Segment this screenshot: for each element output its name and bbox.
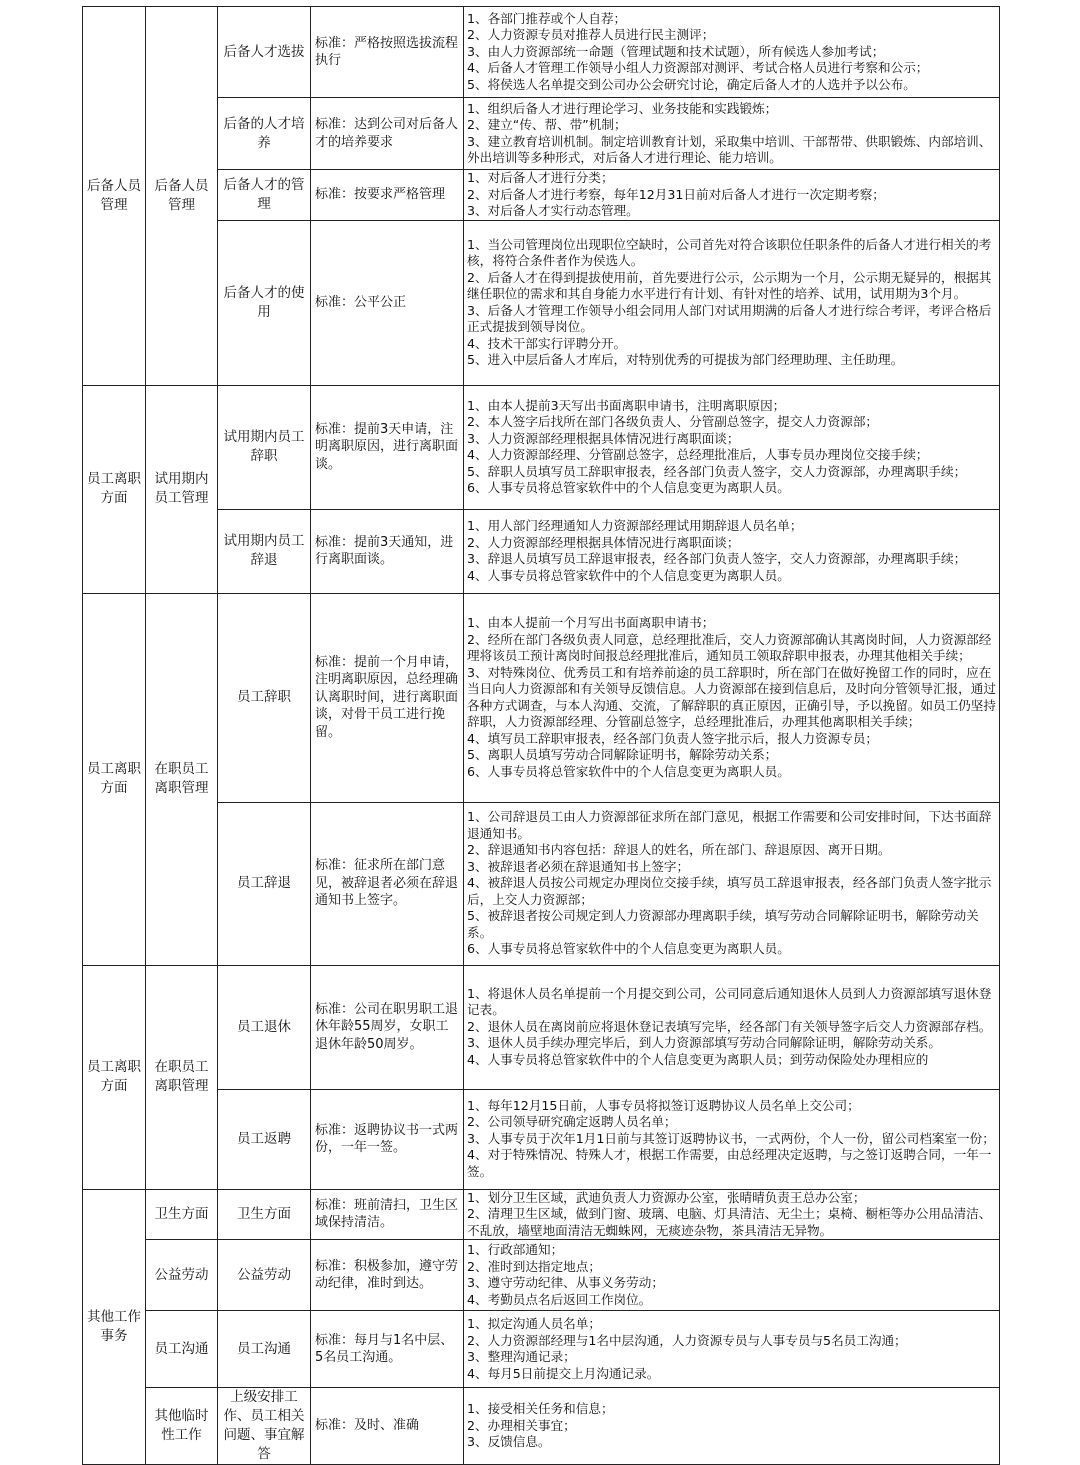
standard-label: 标准： <box>315 858 355 874</box>
procedure-step: 3、对后备人才实行动态管理。 <box>467 203 639 218</box>
subcategory-cell: 后备人员管理 <box>146 7 218 386</box>
standard-cell <box>311 7 464 98</box>
standard-text: 及时、准确 <box>354 1418 420 1434</box>
table-row <box>83 1311 1000 1388</box>
procedure-step: 3、被辞退者必须在辞退通知书上签字； <box>467 858 690 874</box>
category-cell: 员工离职方面 <box>83 593 146 965</box>
item-name-cell: 后备人才的管理 <box>218 170 311 221</box>
hr-procedure-table <box>82 6 1000 1465</box>
table-row <box>83 170 1000 221</box>
procedure-step: 1、将退休人员名单提前一个月提交到公司，公司同意后通知退休人员到人力资源部填写退休登记表。 <box>467 985 992 1018</box>
procedure-step: 6、人事专员将总管家软件中的个人信息变更为离职人员。 <box>467 941 790 957</box>
procedure-cell <box>464 220 1000 385</box>
standard-text: 积极参加，遵守劳动纪律，准时到达。 <box>315 1258 459 1291</box>
procedure-step: 2、建立“传、帮、带”机制； <box>467 117 627 132</box>
procedure-cell <box>464 965 1000 1089</box>
procedure-step: 5、进入中层后备人才库后，对特别优秀的可提拔为部门经理助理、主任助理。 <box>467 352 904 367</box>
item-name-cell: 后备的人才培养 <box>218 98 311 170</box>
standard-cell <box>311 509 464 593</box>
category-cell: 其他工作事务 <box>83 1189 146 1465</box>
subcategory-cell: 公益劳动 <box>146 1240 218 1311</box>
procedure-cell <box>464 1189 1000 1240</box>
procedure-step: 4、后备人才管理工作领导小组人力资源部对测评、考试合格人员进行考察和公示； <box>467 60 929 76</box>
table-row <box>83 385 1000 509</box>
procedure-step: 6、人事专员将总管家软件中的个人信息变更为离职人员。 <box>467 763 790 779</box>
procedure-step: 1、由本人提前一个月写出书面离职申请书； <box>467 615 715 630</box>
procedure-cell <box>464 509 1000 593</box>
standard-label: 标准： <box>315 117 355 132</box>
subcategory-cell: 试用期内员工管理 <box>146 385 218 593</box>
standard-cell <box>311 98 464 170</box>
standard-cell <box>311 1311 464 1388</box>
standard-text: 班前清扫，卫生区域保持清洁。 <box>315 1197 459 1231</box>
procedure-step: 4、填写员工辞职审报表，经各部门负责人签字批示后，报人力资源专员； <box>467 730 879 746</box>
table-row <box>83 1388 1000 1465</box>
procedure-step: 3、整理沟通记录； <box>467 1349 576 1364</box>
standard-label: 标准： <box>315 534 355 550</box>
procedure-step: 2、办理相关事宜； <box>467 1417 576 1433</box>
table-row <box>83 593 1000 802</box>
standard-text: 公司在职男职工退休年龄55周岁，女职工退休年龄50周岁。 <box>315 1001 459 1052</box>
standard-label: 标准： <box>315 1197 355 1213</box>
item-name-cell: 后备人才选拔 <box>218 7 311 98</box>
procedure-cell <box>464 1089 1000 1189</box>
subcategory-cell: 在职员工离职管理 <box>146 593 218 965</box>
item-name-cell: 上级安排工作、员工相关问题、事宜解答 <box>218 1388 311 1465</box>
procedure-step: 4、人事专员将总管家软件中的个人信息变更为离职人员。 <box>467 567 790 583</box>
procedure-step: 1、拟定沟通人员名单； <box>467 1316 601 1331</box>
procedure-step: 2、经所在部门各级负责人同意，总经理批准后，交人力资源部确认其离岗时间，人力资源部经理将该员工预计离岗时间报总经理批准后，通知员工领取辞职申报表，办理其他相关手续； <box>467 631 992 663</box>
standard-cell <box>311 965 464 1089</box>
standard-text: 每月与1名中层、5名员工沟通。 <box>315 1332 454 1365</box>
procedure-step: 2、清理卫生区域，做到门窗、玻璃、电脑、灯具清洁、无尘土；桌椅、橱柜等办公用品清洁、不乱放，墙壁地面清洁无蜘蛛网，无痰迹杂物，茶具清洁无异物。 <box>467 1206 992 1238</box>
table-row <box>83 802 1000 965</box>
item-name-cell: 卫生方面 <box>218 1189 311 1240</box>
item-name-cell: 后备人才的使用 <box>218 220 311 385</box>
item-name-cell: 员工辞退 <box>218 802 311 965</box>
procedure-step: 1、每年12月15日前，人事专员将拟签订返聘协议人员名单上交公司； <box>467 1097 860 1113</box>
procedure-step: 2、本人签字后找所在部门各级负责人、分管副总签字，提交人力资源部； <box>467 414 879 429</box>
procedure-step: 4、被辞退人员按公司规定办理岗位交接手续，填写员工辞退审报表，经各部门负责人签字批示后，上交人力资源部； <box>467 875 992 907</box>
standard-cell <box>311 1189 464 1240</box>
standard-cell <box>311 220 464 385</box>
procedure-cell <box>464 98 1000 170</box>
procedure-cell <box>464 170 1000 221</box>
standard-label: 标准： <box>315 187 355 202</box>
procedure-step: 1、组织后备人才进行理论学习、业务技能和实践锻炼； <box>467 100 778 116</box>
item-name-cell: 试用期内员工辞退 <box>218 509 311 593</box>
procedure-step: 5、辞职人员填写员工辞职审报表，经各部门负责人签字，交人力资源部，办理离职手续； <box>467 463 967 479</box>
standard-cell <box>311 802 464 965</box>
standard-cell <box>311 385 464 509</box>
procedure-step: 3、辞退人员填写员工辞退审报表，经各部门负责人签字，交人力资源部，办理离职手续； <box>467 551 967 566</box>
item-name-cell: 员工退休 <box>218 965 311 1089</box>
subcategory-cell: 其他临时性工作 <box>146 1388 218 1465</box>
subcategory-cell: 卫生方面 <box>146 1189 218 1240</box>
procedure-step: 5、离职人员填写劳动合同解除证明书，解除劳动关系； <box>467 747 778 762</box>
procedure-step: 3、后备人才管理工作领导小组会同用人部门对试用期满的后备人才进行综合考评，考评合格后正式提拔到领导岗位。 <box>467 302 992 334</box>
procedure-step: 3、建立教育培训机制。制定培训教育计划，采取集中培训、干部帮带、供职锻炼、内部培训、外出培训等多种形式，对后备人才进行理论、能力培训。 <box>467 133 992 165</box>
procedure-step: 2、后备人才在得到提拔使用前，首先要进行公示，公示期为一个月，公示期无疑异的，根据其继任职位的需求和其自身能力水平进行有计划、有针对性的培养、试用，试用期为3个月。 <box>467 269 992 301</box>
procedure-step: 4、人事专员将总管家软件中的个人信息变更为离职人员；到劳动保险处办理相应的 <box>467 1051 929 1067</box>
standard-text: 提前3天通知，进行离职面谈。 <box>315 534 454 567</box>
procedure-step: 3、人力资源部经理根据具体情况进行离职面谈； <box>467 430 740 446</box>
table-row <box>83 98 1000 170</box>
procedure-step: 3、退休人员手续办理完毕后，到人力资源部填写劳动合同解除证明，解除劳动关系。 <box>467 1035 941 1051</box>
table-row <box>83 7 1000 98</box>
procedure-step: 3、遵守劳动纪律、从事义务劳动； <box>467 1275 664 1290</box>
procedure-step: 3、人事专员于次年1月1日前与其签订返聘协议书，一式两份，个人一份，留公司档案室一份； <box>467 1130 995 1146</box>
standard-text: 提前一个月申请，注明离职原因，总经理确认离职时间，进行离职面谈，对骨干员工进行挽留。 <box>315 654 459 740</box>
standard-cell <box>311 1089 464 1189</box>
procedure-step: 1、行政部通知； <box>467 1242 564 1257</box>
procedure-step: 4、技术干部实行评聘分开。 <box>467 335 627 351</box>
procedure-step: 2、人力资源专员对推荐人员进行民主测评； <box>467 27 715 43</box>
item-name-cell: 试用期内员工辞职 <box>218 385 311 509</box>
item-name-cell: 公益劳动 <box>218 1240 311 1311</box>
subcategory-cell: 在职员工离职管理 <box>146 965 218 1189</box>
standard-label: 标准： <box>315 35 355 51</box>
procedure-cell <box>464 1388 1000 1465</box>
procedure-step: 2、辞退通知书内容包括：辞退人的姓名，所在部门、辞退原因、离开日期。 <box>467 842 891 858</box>
procedure-cell <box>464 593 1000 802</box>
procedure-step: 4、人力资源部经理、分管副总签字，总经理批准后，人事专员办理岗位交接手续； <box>467 447 929 462</box>
procedure-step: 1、各部门推荐或个人自荐； <box>467 10 627 26</box>
procedure-step: 4、考勤员点名后返回工作岗位。 <box>467 1291 652 1307</box>
standard-text: 征求所在部门意见，被辞退者必须在辞退通知书上签字。 <box>315 858 459 909</box>
standard-label: 标准： <box>315 421 355 437</box>
subcategory-cell: 员工沟通 <box>146 1311 218 1388</box>
procedure-step: 5、将侯选人名单提交到公司办公会研究讨论，确定后备人才的人选并予以公布。 <box>467 76 916 92</box>
procedure-step: 1、划分卫生区域，武迪负责人力资源办公室，张晴晴负责王总办公室； <box>467 1189 866 1205</box>
standard-cell <box>311 593 464 802</box>
standard-text: 公平公正 <box>354 294 407 310</box>
standard-label: 标准： <box>315 1122 355 1138</box>
procedure-step: 1、对后备人才进行分类； <box>467 170 614 185</box>
standard-label: 标准： <box>315 1258 355 1274</box>
item-name-cell: 员工沟通 <box>218 1311 311 1388</box>
procedure-step: 5、被辞退者按公司规定到人力资源部办理离职手续，填写劳动合同解除证明书，解除劳动关系。 <box>467 908 979 940</box>
item-name-cell: 员工辞职 <box>218 593 311 802</box>
standard-label: 标准： <box>315 1332 355 1348</box>
standard-cell <box>311 170 464 221</box>
category-cell: 员工离职方面 <box>83 965 146 1189</box>
procedure-step: 4、每月5日前提交上月沟通记录。 <box>467 1365 660 1381</box>
standard-cell <box>311 1240 464 1311</box>
procedure-step: 1、接受相关任务和信息； <box>467 1401 614 1417</box>
table-row <box>83 220 1000 385</box>
procedure-step: 6、人事专员将总管家软件中的个人信息变更为离职人员。 <box>467 480 790 495</box>
table-row <box>83 509 1000 593</box>
standard-label: 标准： <box>315 1418 355 1434</box>
table-row <box>83 1240 1000 1311</box>
procedure-step: 3、由人力资源部统一命题（管理试题和技术试题），所有候选人参加考试； <box>467 43 885 59</box>
procedure-step: 2、人力资源部经理与1名中层沟通，人力资源专员与人事专员与5名员工沟通； <box>467 1332 907 1348</box>
standard-label: 标准： <box>315 1001 355 1017</box>
table-row <box>83 965 1000 1089</box>
procedure-cell <box>464 1240 1000 1311</box>
standard-cell <box>311 1388 464 1465</box>
procedure-step: 3、对特殊岗位、优秀员工和有培养前途的员工辞职时，所在部门在做好挽留工作的同时，应在当日向人力资源部和有关领导反馈信息。人力资源部在接到信息后，及时向分管领导汇报，通过各种方式调查，与本人沟通、交流，了解辞职的真正原因，正确引导，予以挽留。如员工仍坚持辞职，人力资源部经理、分管副总签字，总经理批准后，办理其他离职相关手续； <box>467 664 996 729</box>
standard-label: 标准： <box>315 654 355 670</box>
procedure-cell <box>464 385 1000 509</box>
procedure-step: 4、对于特殊情况、特殊人才，根据工作需要，由总经理决定返聘，与之签订返聘合同，一年一签。 <box>467 1147 992 1179</box>
table-row <box>83 1089 1000 1189</box>
procedure-step: 3、反馈信息。 <box>467 1434 551 1450</box>
procedure-step: 2、人力资源部经理根据具体情况进行离职面谈； <box>467 534 740 550</box>
procedure-step: 2、对后备人才进行考察，每年12月31日前对后备人才进行一次定期考察； <box>467 186 885 202</box>
category-cell: 员工离职方面 <box>83 385 146 593</box>
standard-text: 按要求严格管理 <box>354 187 446 202</box>
procedure-step: 1、公司辞退员工由人力资源部征求所在部门意见，根据工作需要和公司安排时间，下达书面辞退通知书。 <box>467 809 992 841</box>
standard-text: 达到公司对后备人才的培养要求 <box>315 117 459 150</box>
procedure-step: 2、公司领导研究确定返聘人员名单； <box>467 1114 677 1130</box>
item-name-cell: 员工返聘 <box>218 1089 311 1189</box>
procedure-step: 1、用人部门经理通知人力资源部经理试用期辞退人员名单； <box>467 518 803 533</box>
procedure-step: 2、退休人员在离岗前应将退休登记表填写完毕，经各部门有关领导签字后交人力资源部存档。 <box>467 1018 992 1034</box>
category-cell: 后备人员管理 <box>83 7 146 386</box>
procedure-cell <box>464 1311 1000 1388</box>
procedure-cell <box>464 802 1000 965</box>
procedure-step: 1、由本人提前3天写出书面离职申请书，注明离职原因； <box>467 397 786 413</box>
table-row <box>83 1189 1000 1240</box>
standard-label: 标准： <box>315 294 355 310</box>
standard-text: 严格按照选拔流程执行 <box>315 35 459 68</box>
procedure-step: 2、准时到达指定地点； <box>467 1258 601 1274</box>
standard-text: 提前3天申请，注明离职原因，进行离职面谈。 <box>315 421 459 472</box>
procedure-cell <box>464 7 1000 98</box>
standard-text: 返聘协议书一式两份，一年一签。 <box>315 1122 459 1155</box>
procedure-step: 1、当公司管理岗位出现职位空缺时，公司首先对符合该职位任职条件的后备人才进行相关的考核，将符合条件者作为侯选人。 <box>467 236 992 268</box>
